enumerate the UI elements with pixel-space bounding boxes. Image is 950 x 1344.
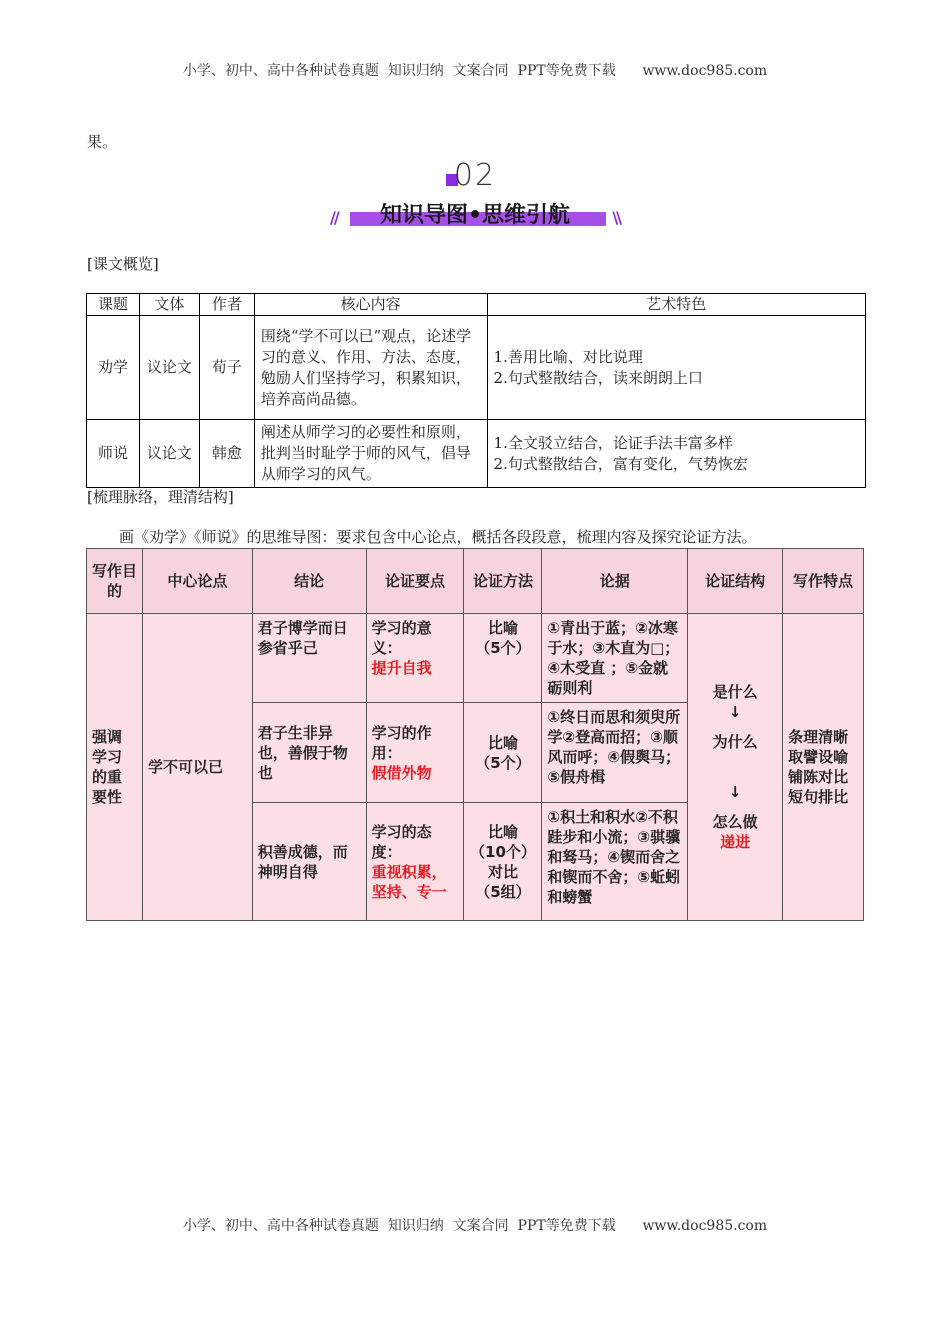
page-header: 小学、初中、高中各种试卷真题 知识归纳 文案合同 PPT等免费下载 www.doc985.com xyxy=(182,63,768,79)
art-feature: 1.全文驳立结合，论证手法丰富多样 xyxy=(493,433,733,452)
art-feature: 2.句式整散结合，读来朗朗上口 xyxy=(493,368,703,387)
structure-progression: 递进 xyxy=(720,833,751,851)
point-value: 假借外物 xyxy=(371,763,432,782)
mindmap-header-cell: 论证要点 xyxy=(366,549,464,614)
mindmap-header-cell: 写作特点 xyxy=(783,549,864,614)
section-title: 知识导图•思维引航 xyxy=(379,203,571,228)
intro-paragraph: 画《劝学》《师说》的思维导图：要求包含中心论点，概括各段段意，梳理内容及探究论证方法。 xyxy=(119,528,757,546)
conclusion: 积善成德，而神明自得 xyxy=(252,803,366,921)
method-count: （5个） xyxy=(475,753,531,772)
overview-header-cell: 文体 xyxy=(139,294,199,316)
table-row xyxy=(87,316,866,420)
overview-header-cell: 课题 xyxy=(87,294,140,316)
down-arrow-icon: ↓ xyxy=(728,703,742,721)
central-thesis: 学不可以已 xyxy=(142,614,252,921)
method-extra-count: （5组） xyxy=(475,882,531,901)
lesson-art xyxy=(487,420,865,488)
art-feature: 1.善用比喻、对比说理 xyxy=(493,347,643,366)
lesson-genre: 议论文 xyxy=(139,316,199,420)
method-name: 比喻 xyxy=(487,733,518,752)
lesson-author: 韩愈 xyxy=(199,420,254,488)
point-value: 重视积累，坚持、专一 xyxy=(371,862,447,901)
argument-method xyxy=(464,803,542,921)
overview-header-cell: 作者 xyxy=(199,294,254,316)
structure-why: 为什么 xyxy=(712,733,758,751)
slash-decoration-left: // xyxy=(330,208,338,227)
continued-text: 果。 xyxy=(87,133,118,151)
writing-features: 条理清晰取譬设喻铺陈对比短句排比 xyxy=(783,614,864,921)
overview-header-cell: 艺术特色 xyxy=(487,294,865,316)
lesson-author: 荀子 xyxy=(199,316,254,420)
method-name: 比喻 xyxy=(487,619,518,637)
mindmap-header-cell: 论证方法 xyxy=(464,549,542,614)
page-footer: 小学、初中、高中各种试卷真题 知识归纳 文案合同 PPT等免费下载 www.doc985.com xyxy=(182,1218,768,1234)
overview-header-cell: 核心内容 xyxy=(254,294,487,316)
evidence: ①积土和积水②不积跬步和小流；③骐骥和驽马；④锲而舍之和锲而不舍；⑤蚯蚓和螃蟹 xyxy=(542,803,688,921)
argument-point xyxy=(366,703,464,803)
lesson-core: 阐述从师学习的必要性和原则，批判当时耻学于师的风气，倡导从师学习的风气。 xyxy=(254,420,487,488)
section-banner xyxy=(330,158,620,238)
writing-purpose: 强调学习的重要性 xyxy=(87,614,143,921)
point-label: 学习的意义： xyxy=(371,619,432,657)
lesson-title: 劝学 xyxy=(87,316,140,420)
mindmap-header-cell: 中心论点 xyxy=(142,549,252,614)
mindmap-header-cell: 写作目的 xyxy=(87,549,143,614)
overview-label: [课文概览] xyxy=(87,255,159,273)
lesson-genre: 议论文 xyxy=(139,420,199,488)
slash-decoration-right: \\ xyxy=(612,208,620,227)
lesson-core: 围绕“学不可以已”观点，论述学习的意义、作用、方法、态度，勉励人们坚持学习，积累知识，培养高尚品德。 xyxy=(254,316,487,420)
argument-method xyxy=(464,703,542,803)
structure-label: [梳理脉络，理清结构] xyxy=(87,488,234,506)
evidence: ①终日而思和须臾所学②登高而招；③顺风而呼；④假舆马；⑤假舟楫 xyxy=(542,703,688,803)
overview-header-row xyxy=(87,294,866,316)
mindmap-header-cell: 结论 xyxy=(252,549,366,614)
down-arrow-icon: ↓ xyxy=(728,783,742,801)
mindmap-table xyxy=(86,548,864,921)
mindmap-header-cell: 论据 xyxy=(542,549,688,614)
method-count: （5个） xyxy=(475,639,531,657)
point-label: 学习的作用： xyxy=(371,723,432,762)
conclusion: 君子博学而日参省乎己 xyxy=(252,614,366,703)
lesson-art xyxy=(487,316,865,420)
argument-structure xyxy=(688,614,783,921)
table-row xyxy=(87,614,864,703)
method-count: （10个） xyxy=(470,842,536,861)
art-feature: 2.句式整散结合，富有变化，气势恢宏 xyxy=(493,454,748,473)
mindmap-header-row xyxy=(87,549,864,614)
argument-method xyxy=(464,614,542,703)
argument-point xyxy=(366,803,464,921)
point-value: 提升自我 xyxy=(371,659,432,677)
method-extra: 对比 xyxy=(487,862,518,881)
point-label: 学习的态度： xyxy=(371,822,432,861)
structure-what: 是什么 xyxy=(712,683,758,701)
method-name: 比喻 xyxy=(487,822,518,841)
argument-point xyxy=(366,614,464,703)
structure-how: 怎么做 xyxy=(712,813,758,831)
evidence: ①青出于蓝；②冰寒于水；③木直为□；④木受直 ；⑤金就砺则利 xyxy=(542,614,688,703)
lesson-title: 师说 xyxy=(87,420,140,488)
table-row xyxy=(87,420,866,488)
section-number: 02 xyxy=(453,158,497,193)
mindmap-header-cell: 论证结构 xyxy=(688,549,783,614)
conclusion: 君子生非异也，善假于物也 xyxy=(252,703,366,803)
overview-table xyxy=(86,293,866,488)
